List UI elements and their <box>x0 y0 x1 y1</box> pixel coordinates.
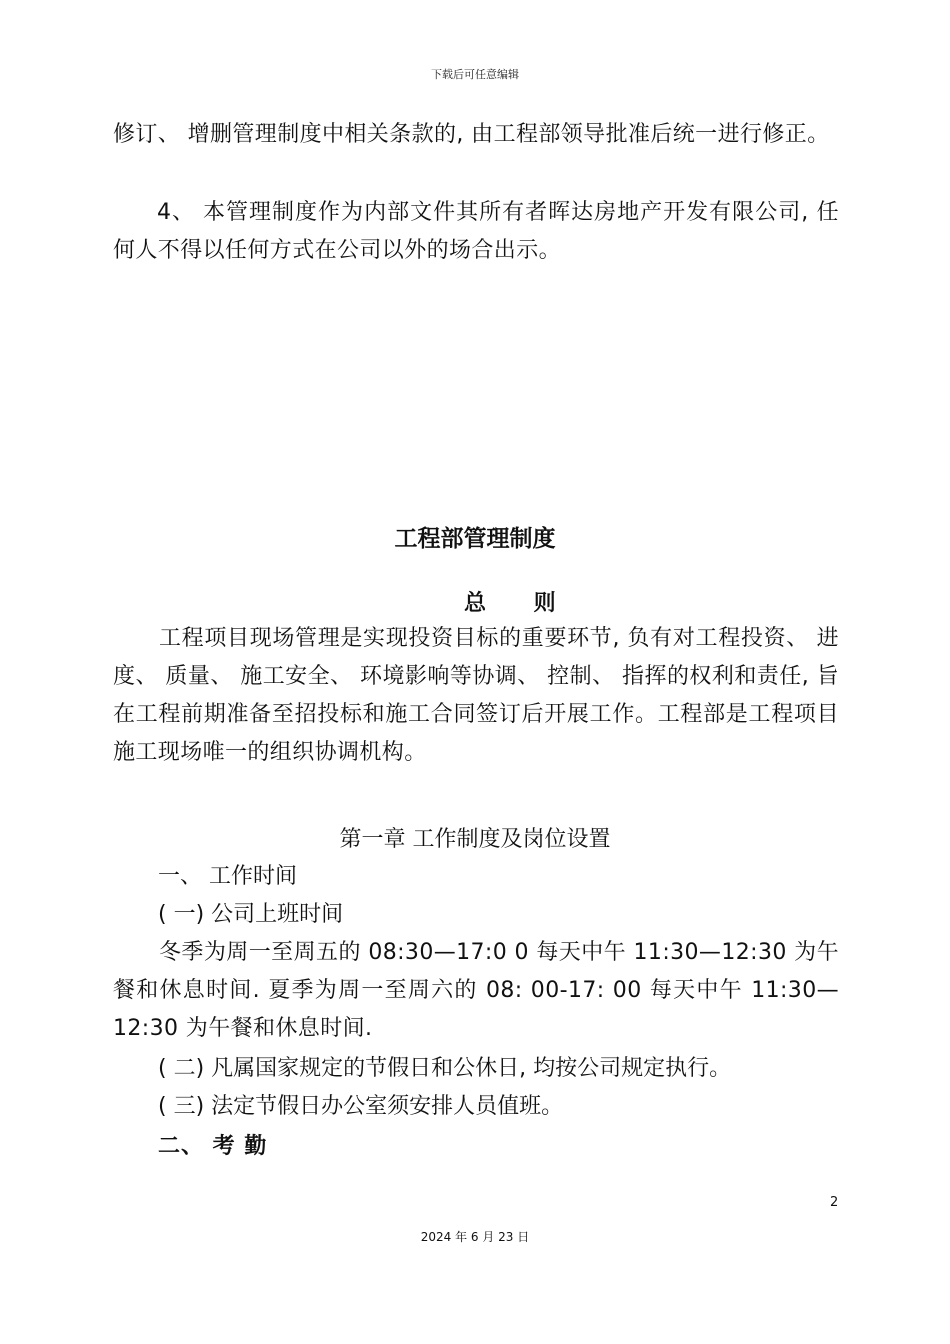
chapter-heading: 第一章 工作制度及岗位设置 <box>339 827 611 852</box>
item-holidays: ( 二) 凡属国家规定的节假日和公休日, 均按公司规定执行。 <box>158 1056 732 1081</box>
intro-paragraph-1: 修订、 增删管理制度中相关条款的, 由工程部领导批准后统一进行修正。 <box>113 122 830 147</box>
office-hours-paragraph: 冬季为周一至周五的 08:30—17:0 0 每天中午 11:30—12:30 为午餐和休息时间. 夏季为周一至周六的 08: 00-17: 00 每天中午 11:30—12:30 为午餐和休息时间. <box>113 940 839 1041</box>
item-holiday-duty: ( 三) 法定节假日办公室须安排人员值班。 <box>158 1094 564 1119</box>
section-heading-work-time: 一、 工作时间 <box>158 864 297 889</box>
page-number: 2 <box>830 1195 839 1210</box>
document-title: 工程部管理制度 <box>394 526 556 552</box>
footer-date: 2024 年 6 月 23 日 <box>420 1230 530 1244</box>
section-heading-attendance: 二、 考 勤 <box>158 1134 268 1159</box>
general-principles-heading: 总 则 <box>464 591 576 616</box>
general-principles-paragraph: 工程项目现场管理是实现投资目标的重要环节, 负有对工程投资、 进度、 质量、 施工安全、 环境影响等协调、 控制、 指挥的权利和责任, 旨在工程前期准备至招投标和施工合同签订后开展工作。工程部是工程项目施工现场唯一的组织协调机构。 <box>113 626 839 765</box>
header-note: 下载后可任意编辑 <box>431 68 519 81</box>
item-office-hours: ( 一) 公司上班时间 <box>158 902 344 927</box>
intro-paragraph-2: 4、 本管理制度作为内部文件其所有者晖达房地产开发有限公司, 任何人不得以任何方式在公司以外的场合出示。 <box>113 200 839 263</box>
